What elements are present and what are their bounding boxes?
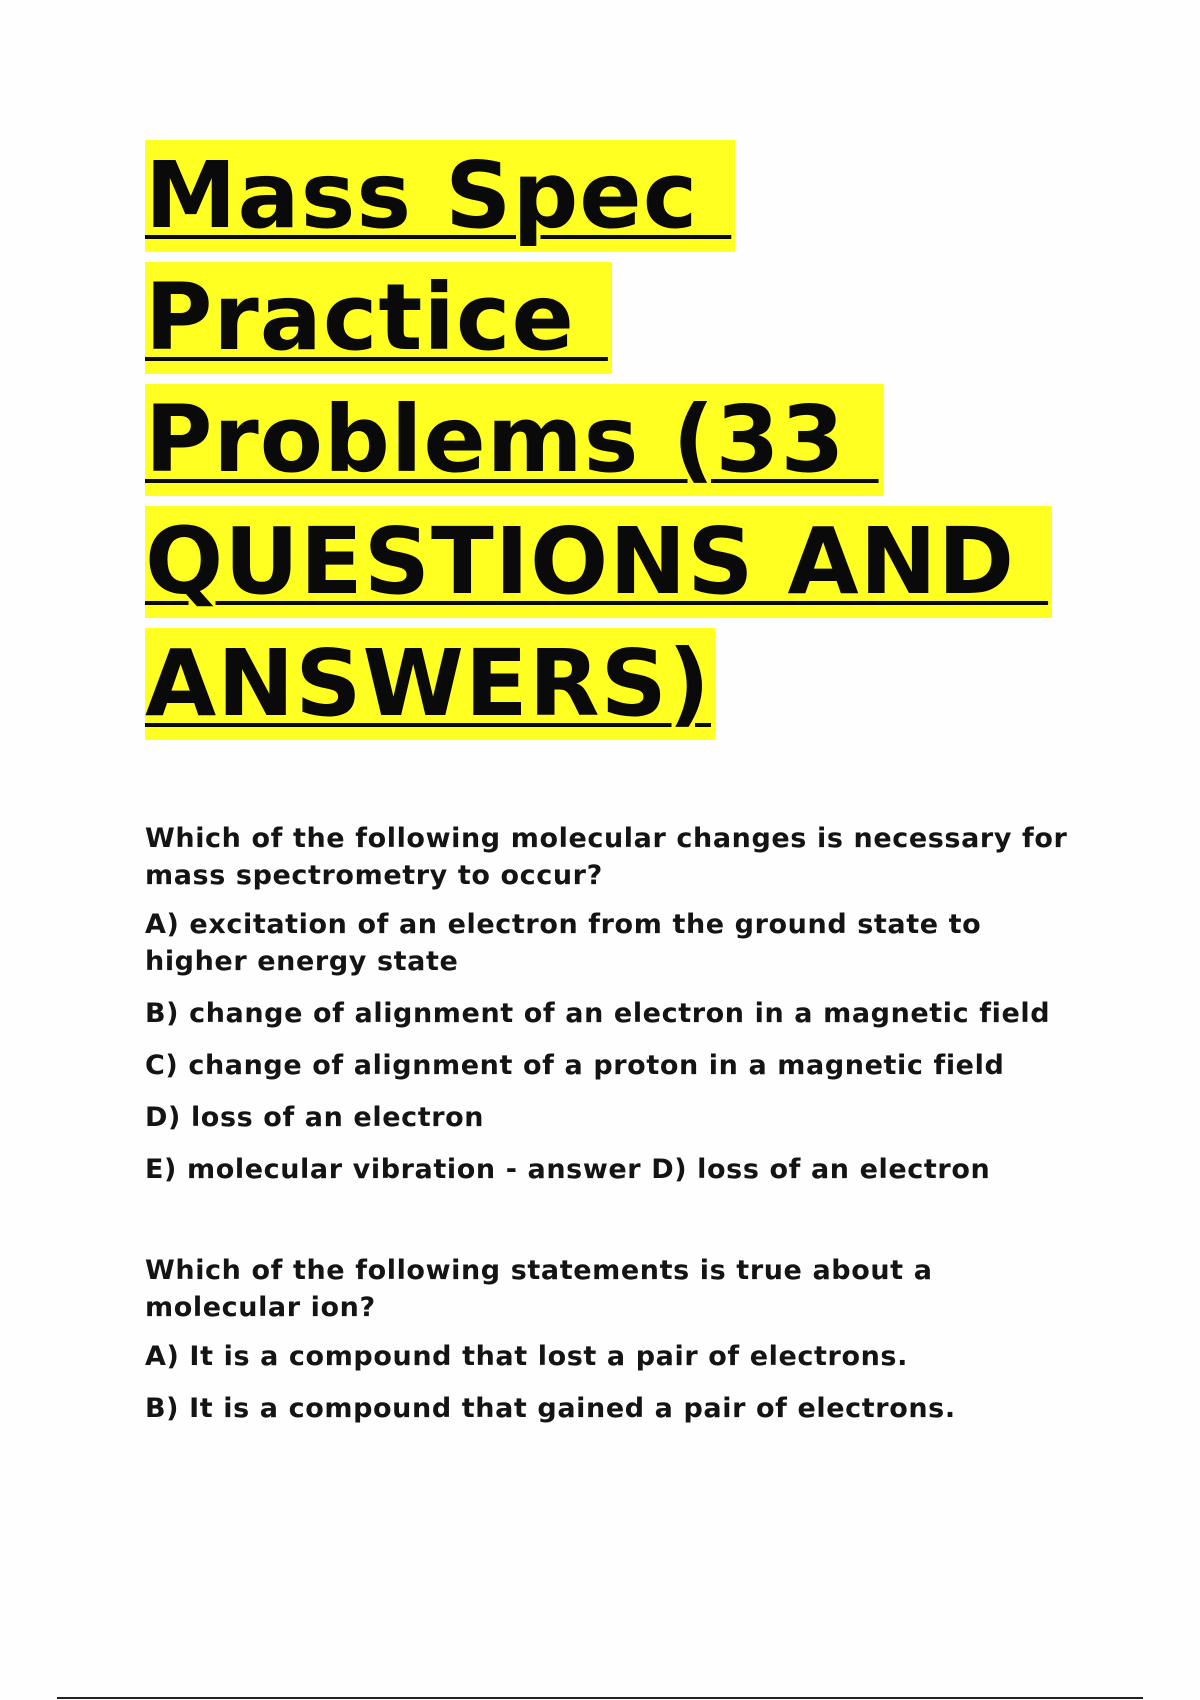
answer-option-e: E) molecular vibration - answer D) loss of an electron	[145, 1154, 991, 1185]
title-line	[145, 384, 1095, 506]
footer-divider	[57, 1697, 1143, 1699]
document-title	[145, 140, 1095, 750]
title-line-text: Problems (33	[145, 384, 883, 496]
title-line-text: Practice	[145, 262, 612, 374]
question-text: Which of the following statements is true about a molecular ion?	[145, 1255, 933, 1323]
title-line	[145, 506, 1095, 628]
title-line-text: ANSWERS)	[145, 628, 715, 740]
title-line	[145, 262, 1095, 384]
answer-option-d: D) loss of an electron	[145, 1102, 485, 1133]
title-line-text: QUESTIONS AND	[145, 506, 1052, 618]
answer-option-b: B) It is a compound that gained a pair of electrons.	[145, 1393, 956, 1424]
title-line	[145, 628, 1095, 750]
answer-option-b: B) change of alignment of an electron in a magnetic field	[145, 998, 1051, 1029]
answer-option-c: C) change of alignment of a proton in a magnetic field	[145, 1050, 1005, 1081]
answer-option-a: A) excitation of an electron from the ground state to higher energy state	[145, 909, 982, 977]
title-line	[145, 140, 1095, 262]
question-block-1	[145, 820, 1085, 1203]
title-line-text: Mass Spec	[145, 140, 735, 252]
question-block-2	[145, 1252, 1085, 1442]
question-text: Which of the following molecular changes is necessary for mass spectrometry to occur?	[145, 823, 1068, 891]
answer-option-a: A) It is a compound that lost a pair of electrons.	[145, 1341, 908, 1372]
